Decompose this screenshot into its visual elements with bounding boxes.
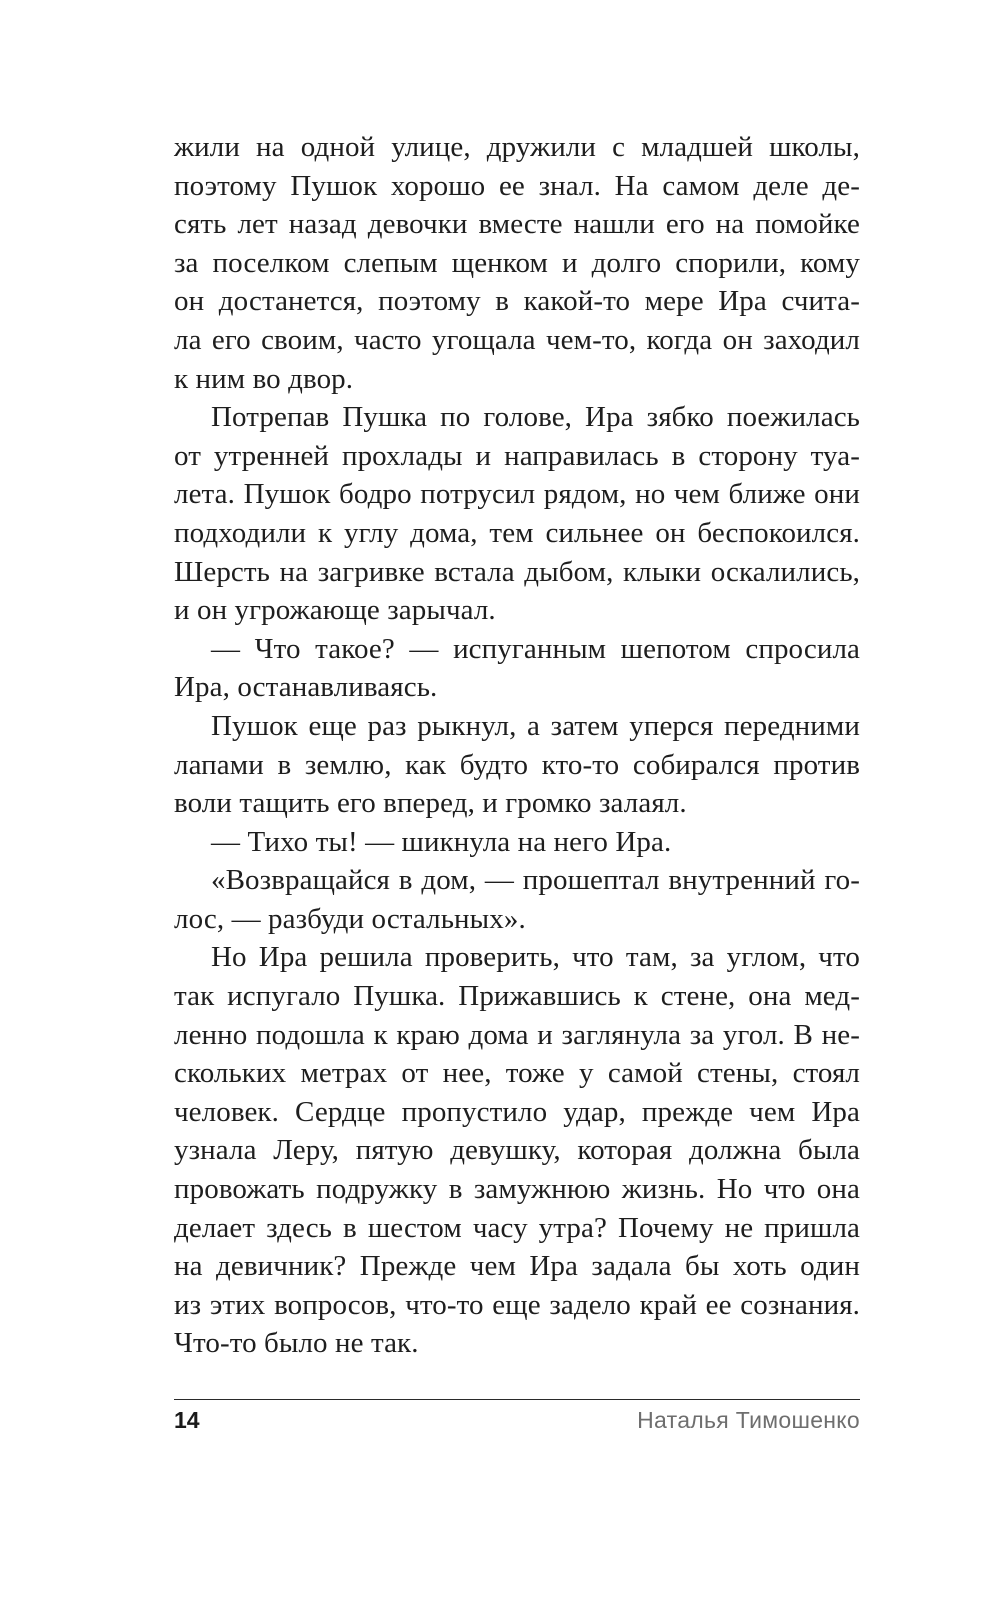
text-line: так испугало Пушка. Прижавшись к стене, она мед- [174,980,860,1013]
text-line: сять лет назад девочки вместе нашли его на помойке [174,208,860,241]
body-text [174,128,860,1363]
text-line: он достанется, поэтому в какой-то мере Ира счита- [174,285,860,318]
text-line: за поселком слепым щенком и долго спорили, кому [174,246,860,279]
page-number: 14 [174,1407,200,1433]
text-line: лапами в землю, как будто кто-то собирался против [174,748,860,781]
text-line: ла его своим, часто угощала чем-то, когда он заходил [174,323,860,356]
text-line: поэтому Пушок хорошо ее знал. На самом деле де- [174,169,860,202]
text-line: человек. Сердце пропустило удар, прежде чем Ира [174,1095,860,1128]
text-line: скольких метрах от нее, тоже у самой стены, стоял [174,1057,860,1090]
text-line: узнала Леру, пятую девушку, которая должна была [174,1134,860,1167]
text-line: Ира, останавливаясь. [174,671,438,704]
text-line: лета. Пушок бодро потрусил рядом, но чем ближе они [174,478,860,511]
text-line: Но Ира решила проверить, что там, за углом, что [211,941,860,974]
text-line: лос, — разбуди остальных». [174,902,526,935]
text-line: Шерсть на загривке встала дыбом, клыки оскалились, [174,555,860,588]
text-line: и он угрожающе зарычал. [174,594,496,627]
text-line: воли тащить его вперед, и громко залаял. [174,787,687,820]
text-line: к ним во двор. [174,362,354,395]
text-line: Пушок еще раз рыкнул, а затем уперся передними [211,709,860,742]
text-line: подходили к углу дома, тем сильнее он беспокоился. [174,516,860,549]
text-line: делает здесь в шестом часу утра? Почему не пришла [174,1211,860,1244]
text-line: из этих вопросов, что-то еще задело край ее сознания. [174,1288,860,1321]
text-line: Потрепав Пушка по голове, Ира зябко поежилась [211,401,860,434]
text-line: жили на одной улице, дружили с младшей школы, [174,131,860,163]
text-line: провожать подружку в замужнюю жизнь. Но что она [174,1173,860,1206]
text-line: — Тихо ты! — шикнула на него Ира. [211,825,672,858]
text-line: Что-то было не так. [174,1327,419,1360]
text-line: — Что такое? — испуганным шепотом спросила [211,632,860,665]
footer-divider [174,1399,860,1400]
running-footer-author: Наталья Тимошенко [637,1407,860,1433]
text-line: ленно подошла к краю дома и заглянула за угол. В не- [174,1018,860,1051]
text-line: «Возвращайся в дом, — прошептал внутренний го- [211,864,860,897]
text-line: на девичник? Прежде чем Ира задала бы хоть один [174,1250,860,1283]
text-line: от утренней прохлады и направилась в сторону туа- [174,439,860,472]
